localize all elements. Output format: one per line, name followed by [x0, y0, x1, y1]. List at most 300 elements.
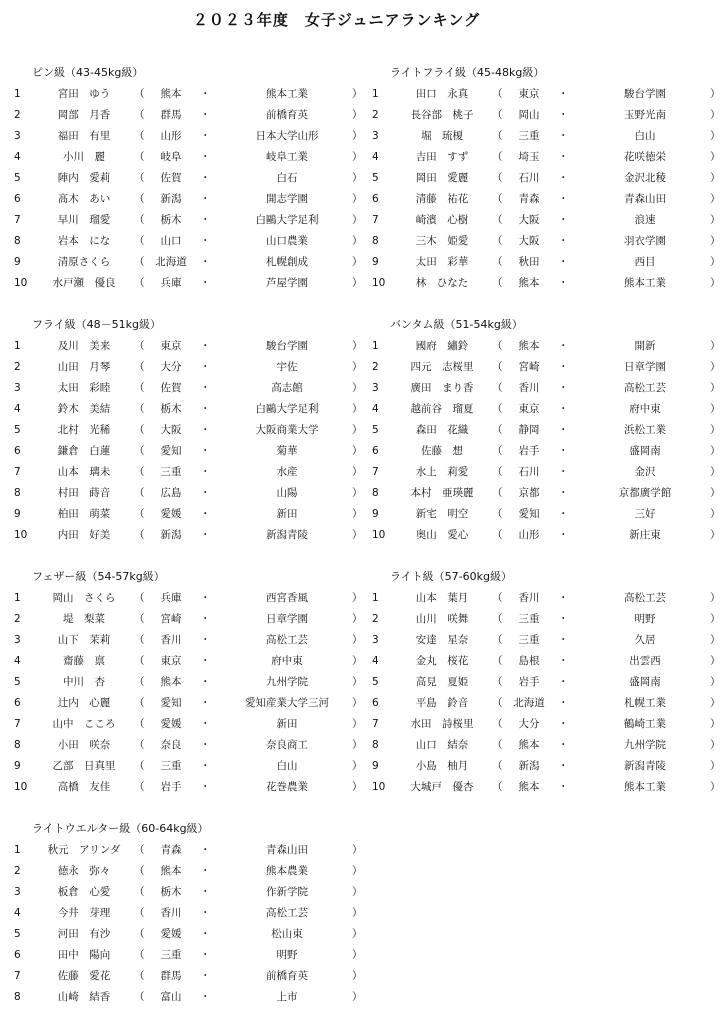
separator-dot: ・	[558, 718, 569, 730]
school-name: 新田	[276, 508, 298, 520]
rank-number: 1	[14, 340, 21, 352]
school-name: 羽衣学園	[624, 235, 666, 247]
prefecture: 熊本	[518, 781, 540, 793]
school-name: 白山	[276, 760, 298, 772]
separator-dot: ・	[200, 718, 211, 730]
athlete-name: 高見 夏姫	[415, 676, 469, 688]
school-name: 浜松工業	[624, 424, 666, 436]
prefecture: 埼玉	[518, 151, 540, 163]
athlete-name: 髙木 あい	[57, 193, 111, 205]
prefecture: 宮崎	[160, 613, 182, 625]
rank-number: 2	[14, 613, 21, 625]
athlete-name: 内田 好美	[57, 529, 111, 541]
athlete-name: 秋元 アリンダ	[47, 844, 121, 856]
close-paren: ）	[710, 88, 721, 100]
rank-number: 7	[372, 718, 379, 730]
rank-number: 10	[372, 277, 386, 289]
separator-dot: ・	[200, 676, 211, 688]
close-paren: ）	[352, 907, 363, 919]
separator-dot: ・	[200, 592, 211, 604]
prefecture: 山口	[160, 235, 182, 247]
prefecture: 北海道	[513, 697, 545, 709]
separator-dot: ・	[200, 760, 211, 772]
prefecture: 大分	[518, 718, 540, 730]
school-name: 菊華	[276, 445, 298, 457]
close-paren: ）	[352, 991, 363, 1003]
close-paren: ）	[710, 151, 721, 163]
prefecture: 京都	[518, 487, 540, 499]
close-paren: ）	[710, 466, 721, 478]
athlete-name: 金丸 桜花	[415, 655, 469, 667]
separator-dot: ・	[200, 88, 211, 100]
close-paren: ）	[352, 886, 363, 898]
separator-dot: ・	[200, 109, 211, 121]
school-name: 新潟青陵	[266, 529, 308, 541]
school-name: 明野	[634, 613, 656, 625]
close-paren: ）	[352, 844, 363, 856]
separator-dot: ・	[558, 424, 569, 436]
open-paren: （	[134, 718, 145, 730]
rank-number: 6	[14, 445, 21, 457]
prefecture: 宮崎	[518, 361, 540, 373]
school-name: 九州学院	[624, 739, 666, 751]
open-paren: （	[492, 697, 503, 709]
rank-number: 7	[372, 466, 379, 478]
open-paren: （	[134, 991, 145, 1003]
close-paren: ）	[710, 214, 721, 226]
close-paren: ）	[352, 592, 363, 604]
open-paren: （	[492, 508, 503, 520]
rank-number: 3	[372, 382, 379, 394]
close-paren: ）	[352, 235, 363, 247]
prefecture: 富山	[160, 991, 182, 1003]
rank-number: 4	[372, 655, 379, 667]
athlete-name: 板倉 心愛	[57, 886, 111, 898]
prefecture: 愛媛	[160, 508, 182, 520]
prefecture: 静岡	[518, 424, 540, 436]
prefecture: 香川	[518, 382, 540, 394]
rank-number: 4	[372, 403, 379, 415]
close-paren: ）	[352, 172, 363, 184]
close-paren: ）	[352, 361, 363, 373]
prefecture: 石川	[518, 466, 540, 478]
prefecture: 佐賀	[160, 382, 182, 394]
school-name: 玉野光南	[624, 109, 666, 121]
rank-number: 10	[14, 277, 28, 289]
close-paren: ）	[710, 508, 721, 520]
athlete-name: 小田 咲奈	[57, 739, 111, 751]
separator-dot: ・	[200, 781, 211, 793]
close-paren: ）	[352, 529, 363, 541]
prefecture: 新潟	[518, 760, 540, 772]
rank-number: 6	[14, 193, 21, 205]
school-name: 開志学園	[266, 193, 308, 205]
separator-dot: ・	[200, 655, 211, 667]
open-paren: （	[134, 634, 145, 646]
school-name: 盛岡南	[629, 676, 661, 688]
open-paren: （	[134, 214, 145, 226]
school-name: 西宮香風	[266, 592, 308, 604]
athlete-name: 大城戸 優杏	[410, 781, 474, 793]
rank-number: 4	[372, 151, 379, 163]
rank-number: 7	[14, 214, 21, 226]
close-paren: ）	[710, 277, 721, 289]
school-name: 白鷗大学足利	[255, 214, 319, 226]
separator-dot: ・	[558, 508, 569, 520]
athlete-name: 岡山 さくら	[52, 592, 116, 604]
close-paren: ）	[710, 487, 721, 499]
close-paren: ）	[352, 865, 363, 877]
school-name: 青森山田	[266, 844, 308, 856]
school-name: 奈良商工	[266, 739, 308, 751]
athlete-name: 北村 光稀	[57, 424, 111, 436]
athlete-name: 三木 姫愛	[415, 235, 469, 247]
close-paren: ）	[352, 676, 363, 688]
rank-number: 7	[14, 718, 21, 730]
prefecture: 愛知	[160, 445, 182, 457]
separator-dot: ・	[200, 508, 211, 520]
athlete-name: 廣田 まり香	[410, 382, 474, 394]
athlete-name: 佐藤 愛花	[57, 970, 111, 982]
rank-number: 9	[372, 508, 379, 520]
separator-dot: ・	[558, 466, 569, 478]
prefecture: 島根	[518, 655, 540, 667]
school-name: 熊本工業	[624, 277, 666, 289]
athlete-name: 山中 こころ	[52, 718, 116, 730]
section-title: フライ級（48－51kg級）	[32, 318, 162, 331]
rank-number: 7	[14, 466, 21, 478]
separator-dot: ・	[200, 277, 211, 289]
school-name: 明野	[276, 949, 298, 961]
open-paren: （	[492, 424, 503, 436]
close-paren: ）	[710, 256, 721, 268]
close-paren: ）	[352, 718, 363, 730]
separator-dot: ・	[200, 970, 211, 982]
athlete-name: 水戸瀬 優良	[52, 277, 116, 289]
separator-dot: ・	[200, 445, 211, 457]
rank-number: 6	[14, 949, 21, 961]
open-paren: （	[492, 403, 503, 415]
open-paren: （	[492, 655, 503, 667]
rank-number: 3	[372, 634, 379, 646]
rank-number: 3	[14, 886, 21, 898]
close-paren: ）	[352, 256, 363, 268]
rank-number: 3	[14, 130, 21, 142]
rank-number: 9	[14, 256, 21, 268]
section-title: ピン級（43-45kg級）	[32, 66, 144, 79]
school-name: 前橋育英	[266, 109, 308, 121]
rank-number: 9	[372, 760, 379, 772]
athlete-name: 山川 咲舞	[415, 613, 469, 625]
rank-number: 5	[14, 928, 21, 940]
separator-dot: ・	[200, 886, 211, 898]
open-paren: （	[492, 634, 503, 646]
rank-number: 2	[14, 361, 21, 373]
prefecture: 三重	[518, 613, 540, 625]
open-paren: （	[134, 361, 145, 373]
athlete-name: 河田 有沙	[57, 928, 111, 940]
prefecture: 岡山	[518, 109, 540, 121]
rank-number: 4	[14, 151, 21, 163]
school-name: 府中東	[271, 655, 303, 667]
school-name: 金沢	[634, 466, 656, 478]
school-name: 高松工芸	[266, 634, 308, 646]
open-paren: （	[134, 403, 145, 415]
separator-dot: ・	[200, 424, 211, 436]
athlete-name: 山本 璃未	[57, 466, 111, 478]
separator-dot: ・	[200, 487, 211, 499]
separator-dot: ・	[200, 844, 211, 856]
separator-dot: ・	[558, 760, 569, 772]
school-name: 白山	[634, 130, 656, 142]
section-title: バンタム級（51-54kg級）	[390, 318, 523, 331]
prefecture: 熊本	[160, 88, 182, 100]
prefecture: 石川	[518, 172, 540, 184]
athlete-name: 國府 繡鈴	[415, 340, 469, 352]
prefecture: 三重	[518, 634, 540, 646]
close-paren: ）	[352, 613, 363, 625]
open-paren: （	[134, 256, 145, 268]
close-paren: ）	[352, 781, 363, 793]
separator-dot: ・	[558, 256, 569, 268]
athlete-name: 森田 花織	[415, 424, 469, 436]
prefecture: 愛媛	[160, 718, 182, 730]
prefecture: 香川	[160, 634, 182, 646]
prefecture: 奈良	[160, 739, 182, 751]
athlete-name: 堤 梨菜	[63, 613, 105, 625]
close-paren: ）	[710, 592, 721, 604]
open-paren: （	[134, 676, 145, 688]
separator-dot: ・	[200, 382, 211, 394]
open-paren: （	[134, 655, 145, 667]
athlete-name: 辻内 心麗	[57, 697, 111, 709]
rank-number: 8	[372, 487, 379, 499]
open-paren: （	[134, 508, 145, 520]
rank-number: 1	[14, 844, 21, 856]
school-name: 熊本農業	[266, 865, 308, 877]
open-paren: （	[492, 781, 503, 793]
close-paren: ）	[710, 718, 721, 730]
prefecture: 青森	[518, 193, 540, 205]
close-paren: ）	[352, 424, 363, 436]
separator-dot: ・	[558, 529, 569, 541]
school-name: 山陽	[276, 487, 298, 499]
school-name: 府中東	[629, 403, 661, 415]
prefecture: 東京	[160, 655, 182, 667]
rank-number: 10	[372, 781, 386, 793]
open-paren: （	[134, 172, 145, 184]
separator-dot: ・	[558, 592, 569, 604]
open-paren: （	[492, 445, 503, 457]
athlete-name: 今井 芽理	[57, 907, 111, 919]
separator-dot: ・	[558, 382, 569, 394]
school-name: 山口農業	[266, 235, 308, 247]
open-paren: （	[134, 424, 145, 436]
athlete-name: 早川 瑠愛	[57, 214, 111, 226]
athlete-name: 福田 有里	[57, 130, 111, 142]
close-paren: ）	[710, 529, 721, 541]
rank-number: 1	[372, 340, 379, 352]
rank-number: 6	[14, 697, 21, 709]
separator-dot: ・	[200, 634, 211, 646]
close-paren: ）	[710, 781, 721, 793]
rank-number: 1	[14, 592, 21, 604]
open-paren: （	[134, 277, 145, 289]
school-name: 青森山田	[624, 193, 666, 205]
open-paren: （	[134, 844, 145, 856]
open-paren: （	[134, 151, 145, 163]
athlete-name: 乙部 日真里	[52, 760, 116, 772]
athlete-name: 齋藤 禀	[63, 655, 105, 667]
separator-dot: ・	[200, 340, 211, 352]
open-paren: （	[134, 109, 145, 121]
open-paren: （	[492, 466, 503, 478]
separator-dot: ・	[558, 235, 569, 247]
separator-dot: ・	[558, 361, 569, 373]
athlete-name: 平島 鈴音	[415, 697, 469, 709]
open-paren: （	[134, 760, 145, 772]
separator-dot: ・	[558, 151, 569, 163]
open-paren: （	[492, 739, 503, 751]
close-paren: ）	[352, 466, 363, 478]
separator-dot: ・	[558, 487, 569, 499]
open-paren: （	[134, 928, 145, 940]
prefecture: 兵庫	[160, 277, 182, 289]
athlete-name: 小川 麗	[63, 151, 105, 163]
open-paren: （	[492, 592, 503, 604]
close-paren: ）	[352, 382, 363, 394]
prefecture: 東京	[518, 88, 540, 100]
prefecture: 三重	[160, 466, 182, 478]
separator-dot: ・	[200, 907, 211, 919]
athlete-name: 小島 柚月	[415, 760, 469, 772]
school-name: 盛岡南	[629, 445, 661, 457]
athlete-name: 山田 月琴	[57, 361, 111, 373]
open-paren: （	[492, 109, 503, 121]
prefecture: 栃木	[160, 214, 182, 226]
athlete-name: 岩本 にな	[57, 235, 111, 247]
school-name: 岐阜工業	[266, 151, 308, 163]
athlete-name: 山崎 結香	[57, 991, 111, 1003]
prefecture: 秋田	[518, 256, 540, 268]
separator-dot: ・	[200, 193, 211, 205]
school-name: 大阪商業大学	[255, 424, 319, 436]
separator-dot: ・	[558, 172, 569, 184]
rank-number: 8	[14, 487, 21, 499]
open-paren: （	[492, 760, 503, 772]
open-paren: （	[492, 718, 503, 730]
close-paren: ）	[352, 760, 363, 772]
section-title: ライトウエルター級（60-64kg級）	[32, 822, 209, 835]
school-name: 上市	[276, 991, 298, 1003]
prefecture: 岐阜	[160, 151, 182, 163]
athlete-name: 山口 結奈	[415, 739, 469, 751]
prefecture: 山形	[160, 130, 182, 142]
open-paren: （	[492, 235, 503, 247]
athlete-name: 中川 杏	[63, 676, 105, 688]
athlete-name: 崎濱 心樹	[415, 214, 469, 226]
rank-number: 10	[372, 529, 386, 541]
prefecture: 佐賀	[160, 172, 182, 184]
separator-dot: ・	[558, 613, 569, 625]
athlete-name: 新宅 明空	[415, 508, 469, 520]
separator-dot: ・	[558, 88, 569, 100]
close-paren: ）	[352, 634, 363, 646]
open-paren: （	[492, 172, 503, 184]
close-paren: ）	[352, 970, 363, 982]
school-name: 熊本工業	[624, 781, 666, 793]
prefecture: 大阪	[518, 214, 540, 226]
rank-number: 7	[14, 970, 21, 982]
prefecture: 香川	[518, 592, 540, 604]
prefecture: 広島	[160, 487, 182, 499]
school-name: 前橋育英	[266, 970, 308, 982]
school-name: 九州学院	[266, 676, 308, 688]
school-name: 水産	[276, 466, 298, 478]
prefecture: 新潟	[160, 529, 182, 541]
separator-dot: ・	[200, 151, 211, 163]
school-name: 宇佐	[276, 361, 298, 373]
close-paren: ）	[710, 634, 721, 646]
open-paren: （	[134, 487, 145, 499]
separator-dot: ・	[558, 445, 569, 457]
open-paren: （	[134, 340, 145, 352]
separator-dot: ・	[200, 949, 211, 961]
rank-number: 8	[14, 235, 21, 247]
prefecture: 三重	[518, 130, 540, 142]
school-name: 日章学園	[266, 613, 308, 625]
separator-dot: ・	[200, 865, 211, 877]
prefecture: 熊本	[518, 277, 540, 289]
rank-number: 5	[372, 172, 379, 184]
open-paren: （	[134, 592, 145, 604]
prefecture: 熊本	[160, 676, 182, 688]
athlete-name: 岡田 愛麗	[415, 172, 469, 184]
athlete-name: 徳永 弥々	[57, 865, 111, 877]
open-paren: （	[134, 193, 145, 205]
rank-number: 10	[14, 781, 28, 793]
open-paren: （	[134, 949, 145, 961]
prefecture: 岩手	[160, 781, 182, 793]
close-paren: ）	[710, 340, 721, 352]
separator-dot: ・	[200, 256, 211, 268]
close-paren: ）	[352, 109, 363, 121]
open-paren: （	[492, 130, 503, 142]
separator-dot: ・	[200, 235, 211, 247]
prefecture: 三重	[160, 949, 182, 961]
school-name: 愛知産業大学三河	[245, 697, 329, 709]
open-paren: （	[134, 865, 145, 877]
rank-number: 5	[14, 424, 21, 436]
rank-number: 7	[372, 214, 379, 226]
rank-number: 9	[14, 760, 21, 772]
rank-number: 1	[14, 88, 21, 100]
athlete-name: 太田 彩睦	[57, 382, 111, 394]
school-name: 金沢北稜	[624, 172, 666, 184]
close-paren: ）	[352, 949, 363, 961]
rank-number: 6	[372, 193, 379, 205]
close-paren: ）	[352, 445, 363, 457]
rank-number: 1	[372, 592, 379, 604]
prefecture: 兵庫	[160, 592, 182, 604]
open-paren: （	[134, 382, 145, 394]
athlete-name: 越前谷 瑠夏	[410, 403, 474, 415]
open-paren: （	[492, 277, 503, 289]
open-paren: （	[492, 340, 503, 352]
close-paren: ）	[710, 739, 721, 751]
rank-number: 8	[14, 991, 21, 1003]
school-name: 高志館	[271, 382, 303, 394]
